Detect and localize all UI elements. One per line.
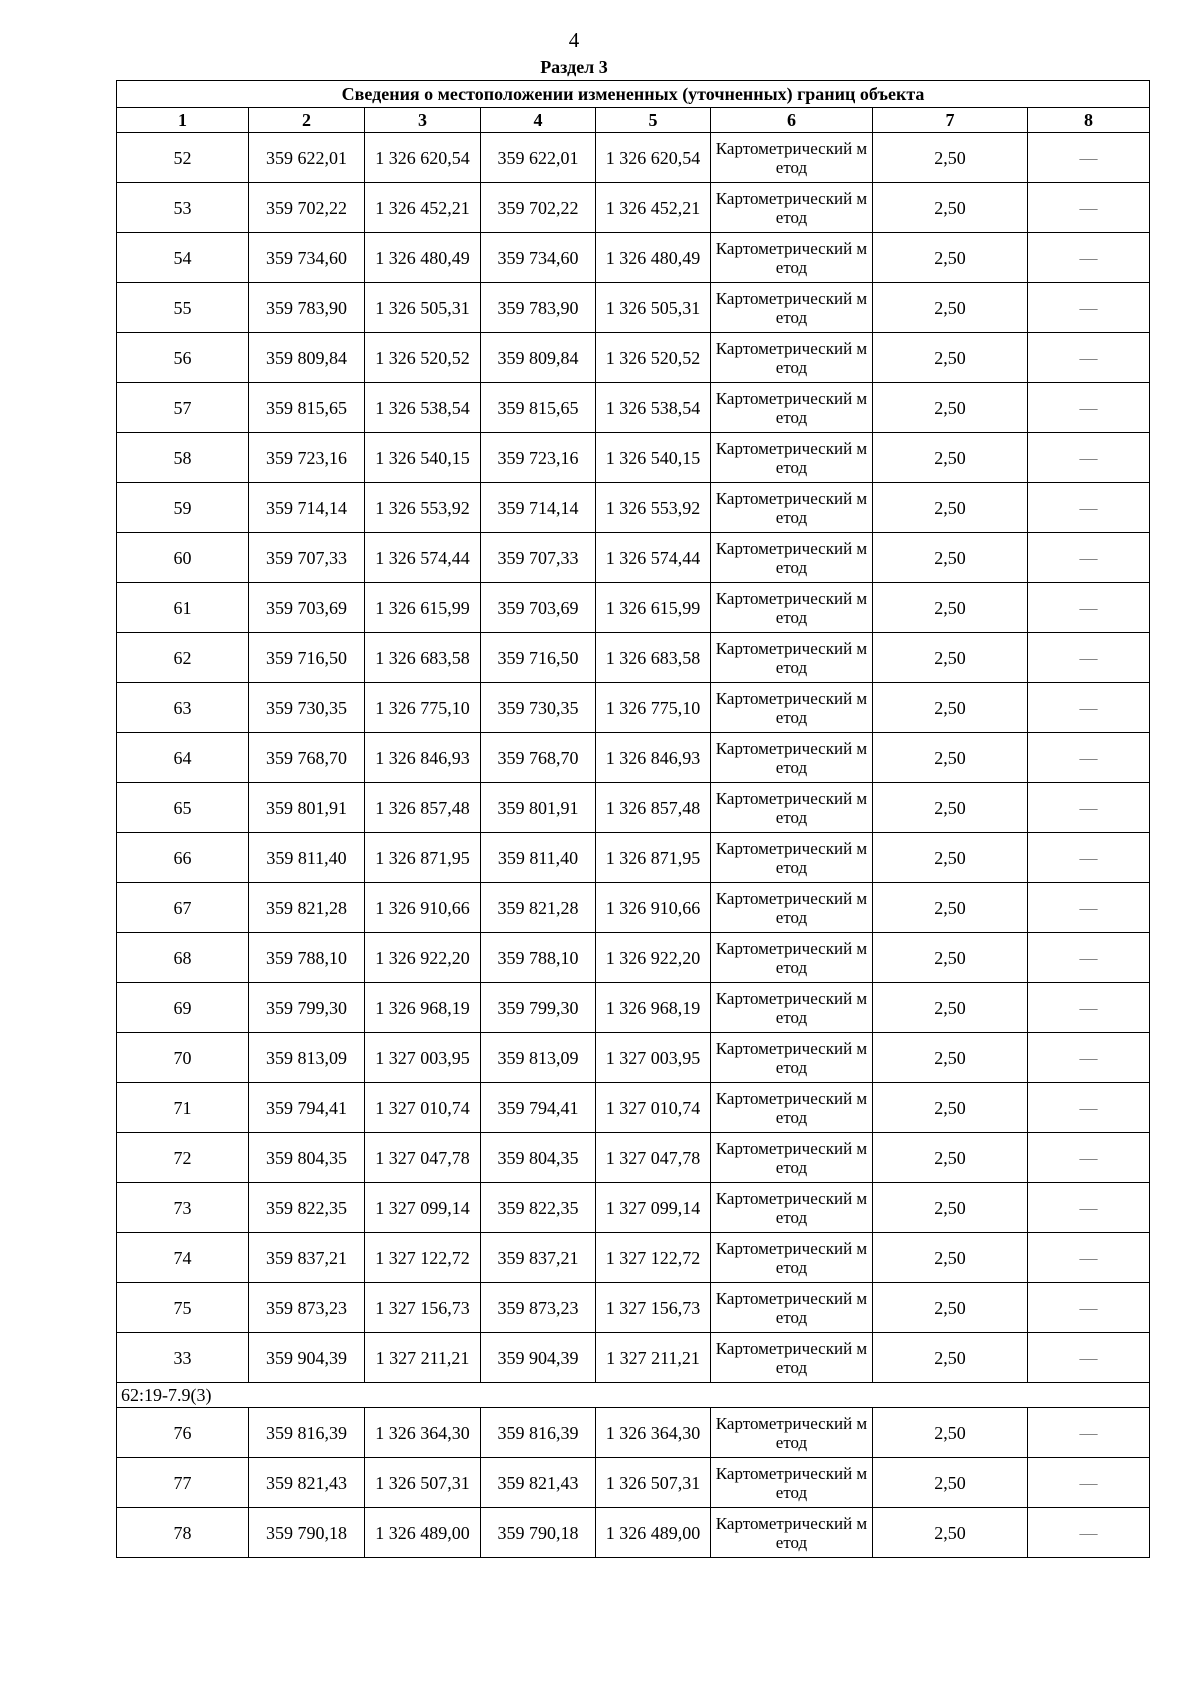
- y-new-cell: 1 326 922,20: [596, 933, 711, 983]
- y-new-cell: 1 327 010,74: [596, 1083, 711, 1133]
- point-number-cell: 78: [117, 1508, 249, 1558]
- accuracy-cell: 2,50: [873, 1508, 1028, 1558]
- point-number-cell: 69: [117, 983, 249, 1033]
- y-old-cell: 1 326 540,15: [365, 433, 481, 483]
- accuracy-cell: 2,50: [873, 1283, 1028, 1333]
- column-header: 5: [596, 108, 711, 133]
- method-cell: Картометрический метод: [711, 433, 873, 483]
- accuracy-cell: 2,50: [873, 983, 1028, 1033]
- accuracy-cell: 2,50: [873, 333, 1028, 383]
- column-header: 1: [117, 108, 249, 133]
- accuracy-cell: 2,50: [873, 183, 1028, 233]
- description-cell: —: [1028, 583, 1150, 633]
- y-new-cell: 1 326 574,44: [596, 533, 711, 583]
- x-new-cell: 359 790,18: [481, 1508, 596, 1558]
- method-cell: Картометрический метод: [711, 283, 873, 333]
- point-number-cell: 65: [117, 783, 249, 833]
- y-new-cell: 1 326 364,30: [596, 1408, 711, 1458]
- point-number-cell: 59: [117, 483, 249, 533]
- x-new-cell: 359 730,35: [481, 683, 596, 733]
- x-new-cell: 359 904,39: [481, 1333, 596, 1383]
- method-cell: Картометрический метод: [711, 733, 873, 783]
- table-row: [117, 383, 1150, 433]
- y-old-cell: 1 326 615,99: [365, 583, 481, 633]
- accuracy-cell: 2,50: [873, 1458, 1028, 1508]
- description-cell: —: [1028, 1133, 1150, 1183]
- description-cell: —: [1028, 683, 1150, 733]
- y-old-cell: 1 326 857,48: [365, 783, 481, 833]
- y-old-cell: 1 327 156,73: [365, 1283, 481, 1333]
- y-old-cell: 1 327 211,21: [365, 1333, 481, 1383]
- y-new-cell: 1 326 553,92: [596, 483, 711, 533]
- table-row: [117, 883, 1150, 933]
- y-new-cell: 1 327 122,72: [596, 1233, 711, 1283]
- x-old-cell: 359 904,39: [249, 1333, 365, 1383]
- method-cell: Картометрический метод: [711, 983, 873, 1033]
- accuracy-cell: 2,50: [873, 383, 1028, 433]
- accuracy-cell: 2,50: [873, 1033, 1028, 1083]
- y-old-cell: 1 327 047,78: [365, 1133, 481, 1183]
- y-old-cell: 1 326 507,31: [365, 1458, 481, 1508]
- x-old-cell: 359 707,33: [249, 533, 365, 583]
- table-row: [117, 1133, 1150, 1183]
- table-row: [117, 933, 1150, 983]
- y-old-cell: 1 326 922,20: [365, 933, 481, 983]
- point-number-cell: 70: [117, 1033, 249, 1083]
- y-old-cell: 1 326 364,30: [365, 1408, 481, 1458]
- point-number-cell: 73: [117, 1183, 249, 1233]
- x-new-cell: 359 703,69: [481, 583, 596, 633]
- x-new-cell: 359 723,16: [481, 433, 596, 483]
- method-cell: Картометрический метод: [711, 633, 873, 683]
- x-old-cell: 359 822,35: [249, 1183, 365, 1233]
- method-cell: Картометрический метод: [711, 1183, 873, 1233]
- description-cell: —: [1028, 333, 1150, 383]
- method-cell: Картометрический метод: [711, 583, 873, 633]
- method-cell: Картометрический метод: [711, 833, 873, 883]
- x-old-cell: 359 801,91: [249, 783, 365, 833]
- point-number-cell: 72: [117, 1133, 249, 1183]
- y-old-cell: 1 326 480,49: [365, 233, 481, 283]
- accuracy-cell: 2,50: [873, 833, 1028, 883]
- y-old-cell: 1 326 871,95: [365, 833, 481, 883]
- y-old-cell: 1 326 452,21: [365, 183, 481, 233]
- table-row: [117, 1458, 1150, 1508]
- y-new-cell: 1 326 871,95: [596, 833, 711, 883]
- table-row: [117, 683, 1150, 733]
- point-number-cell: 53: [117, 183, 249, 233]
- x-new-cell: 359 788,10: [481, 933, 596, 983]
- method-cell: Картометрический метод: [711, 1033, 873, 1083]
- point-number-cell: 63: [117, 683, 249, 733]
- table-row: [117, 733, 1150, 783]
- accuracy-cell: 2,50: [873, 583, 1028, 633]
- x-old-cell: 359 703,69: [249, 583, 365, 633]
- description-cell: —: [1028, 933, 1150, 983]
- accuracy-cell: 2,50: [873, 683, 1028, 733]
- method-cell: Картометрический метод: [711, 333, 873, 383]
- y-old-cell: 1 327 003,95: [365, 1033, 481, 1083]
- table-row: [117, 1183, 1150, 1233]
- column-header: 7: [873, 108, 1028, 133]
- method-cell: Картометрический метод: [711, 883, 873, 933]
- x-new-cell: 359 804,35: [481, 1133, 596, 1183]
- method-cell: Картометрический метод: [711, 1408, 873, 1458]
- x-old-cell: 359 821,28: [249, 883, 365, 933]
- y-new-cell: 1 326 452,21: [596, 183, 711, 233]
- y-new-cell: 1 326 480,49: [596, 233, 711, 283]
- point-number-cell: 64: [117, 733, 249, 783]
- point-number-cell: 74: [117, 1233, 249, 1283]
- x-new-cell: 359 799,30: [481, 983, 596, 1033]
- y-new-cell: 1 326 910,66: [596, 883, 711, 933]
- x-new-cell: 359 622,01: [481, 133, 596, 183]
- x-new-cell: 359 783,90: [481, 283, 596, 333]
- x-old-cell: 359 837,21: [249, 1233, 365, 1283]
- table-row: [117, 283, 1150, 333]
- y-new-cell: 1 326 489,00: [596, 1508, 711, 1558]
- column-header: 4: [481, 108, 596, 133]
- method-cell: Картометрический метод: [711, 1233, 873, 1283]
- section-title: Раздел 3: [540, 57, 608, 77]
- x-old-cell: 359 734,60: [249, 233, 365, 283]
- method-cell: Картометрический метод: [711, 783, 873, 833]
- description-cell: —: [1028, 1033, 1150, 1083]
- point-number-cell: 33: [117, 1333, 249, 1383]
- y-old-cell: 1 326 683,58: [365, 633, 481, 683]
- accuracy-cell: 2,50: [873, 933, 1028, 983]
- point-number-cell: 55: [117, 283, 249, 333]
- table-row: [117, 533, 1150, 583]
- column-header-row: [117, 108, 1150, 133]
- description-cell: —: [1028, 233, 1150, 283]
- x-new-cell: 359 714,14: [481, 483, 596, 533]
- y-new-cell: 1 327 003,95: [596, 1033, 711, 1083]
- x-old-cell: 359 813,09: [249, 1033, 365, 1083]
- method-cell: Картометрический метод: [711, 1508, 873, 1558]
- y-new-cell: 1 327 047,78: [596, 1133, 711, 1183]
- point-number-cell: 68: [117, 933, 249, 983]
- y-new-cell: 1 326 615,99: [596, 583, 711, 633]
- table-row: [117, 483, 1150, 533]
- method-cell: Картометрический метод: [711, 1458, 873, 1508]
- coordinates-table: [116, 80, 1150, 1558]
- x-old-cell: 359 716,50: [249, 633, 365, 683]
- x-new-cell: 359 809,84: [481, 333, 596, 383]
- x-old-cell: 359 809,84: [249, 333, 365, 383]
- description-cell: —: [1028, 483, 1150, 533]
- description-cell: —: [1028, 1233, 1150, 1283]
- point-number-cell: 60: [117, 533, 249, 583]
- y-old-cell: 1 326 775,10: [365, 683, 481, 733]
- description-cell: —: [1028, 283, 1150, 333]
- x-new-cell: 359 815,65: [481, 383, 596, 433]
- method-cell: Картометрический метод: [711, 233, 873, 283]
- point-number-cell: 54: [117, 233, 249, 283]
- y-new-cell: 1 326 846,93: [596, 733, 711, 783]
- group-row: [117, 1383, 1150, 1408]
- y-new-cell: 1 326 857,48: [596, 783, 711, 833]
- y-old-cell: 1 326 968,19: [365, 983, 481, 1033]
- table-row: [117, 1233, 1150, 1283]
- x-new-cell: 359 837,21: [481, 1233, 596, 1283]
- x-old-cell: 359 873,23: [249, 1283, 365, 1333]
- y-new-cell: 1 326 538,54: [596, 383, 711, 433]
- method-cell: Картометрический метод: [711, 533, 873, 583]
- method-cell: Картометрический метод: [711, 183, 873, 233]
- x-old-cell: 359 768,70: [249, 733, 365, 783]
- table-row: [117, 983, 1150, 1033]
- accuracy-cell: 2,50: [873, 233, 1028, 283]
- column-header: 8: [1028, 108, 1150, 133]
- accuracy-cell: 2,50: [873, 1133, 1028, 1183]
- table-caption: Сведения о местоположении измененных (уточненных) границ объекта: [117, 81, 1150, 108]
- x-old-cell: 359 821,43: [249, 1458, 365, 1508]
- y-old-cell: 1 326 553,92: [365, 483, 481, 533]
- x-old-cell: 359 622,01: [249, 133, 365, 183]
- column-header: 2: [249, 108, 365, 133]
- point-number-cell: 77: [117, 1458, 249, 1508]
- x-old-cell: 359 804,35: [249, 1133, 365, 1183]
- x-old-cell: 359 788,10: [249, 933, 365, 983]
- y-old-cell: 1 327 010,74: [365, 1083, 481, 1133]
- x-old-cell: 359 702,22: [249, 183, 365, 233]
- table-row: [117, 333, 1150, 383]
- accuracy-cell: 2,50: [873, 283, 1028, 333]
- y-new-cell: 1 326 540,15: [596, 433, 711, 483]
- description-cell: —: [1028, 1183, 1150, 1233]
- y-old-cell: 1 326 489,00: [365, 1508, 481, 1558]
- y-new-cell: 1 326 620,54: [596, 133, 711, 183]
- point-number-cell: 58: [117, 433, 249, 483]
- accuracy-cell: 2,50: [873, 733, 1028, 783]
- accuracy-cell: 2,50: [873, 783, 1028, 833]
- description-cell: —: [1028, 383, 1150, 433]
- method-cell: Картометрический метод: [711, 483, 873, 533]
- x-old-cell: 359 723,16: [249, 433, 365, 483]
- accuracy-cell: 2,50: [873, 483, 1028, 533]
- table-row: [117, 1083, 1150, 1133]
- point-number-cell: 75: [117, 1283, 249, 1333]
- description-cell: —: [1028, 433, 1150, 483]
- y-new-cell: 1 326 683,58: [596, 633, 711, 683]
- y-new-cell: 1 326 775,10: [596, 683, 711, 733]
- y-old-cell: 1 326 538,54: [365, 383, 481, 433]
- description-cell: —: [1028, 1283, 1150, 1333]
- x-new-cell: 359 794,41: [481, 1083, 596, 1133]
- table-row: [117, 133, 1150, 183]
- y-new-cell: 1 327 099,14: [596, 1183, 711, 1233]
- column-header: 3: [365, 108, 481, 133]
- point-number-cell: 52: [117, 133, 249, 183]
- method-cell: Картометрический метод: [711, 383, 873, 433]
- page-number: 4: [568, 28, 580, 52]
- x-new-cell: 359 768,70: [481, 733, 596, 783]
- table-row: [117, 583, 1150, 633]
- x-old-cell: 359 790,18: [249, 1508, 365, 1558]
- accuracy-cell: 2,50: [873, 1183, 1028, 1233]
- y-new-cell: 1 327 156,73: [596, 1283, 711, 1333]
- accuracy-cell: 2,50: [873, 1083, 1028, 1133]
- accuracy-cell: 2,50: [873, 883, 1028, 933]
- x-new-cell: 359 702,22: [481, 183, 596, 233]
- description-cell: —: [1028, 883, 1150, 933]
- description-cell: —: [1028, 133, 1150, 183]
- y-old-cell: 1 326 620,54: [365, 133, 481, 183]
- table-row: [117, 783, 1150, 833]
- description-cell: —: [1028, 1083, 1150, 1133]
- x-new-cell: 359 734,60: [481, 233, 596, 283]
- table-body: [117, 133, 1150, 1558]
- x-old-cell: 359 714,14: [249, 483, 365, 533]
- description-cell: —: [1028, 1458, 1150, 1508]
- x-old-cell: 359 730,35: [249, 683, 365, 733]
- accuracy-cell: 2,50: [873, 1408, 1028, 1458]
- y-old-cell: 1 327 122,72: [365, 1233, 481, 1283]
- y-new-cell: 1 326 968,19: [596, 983, 711, 1033]
- point-number-cell: 66: [117, 833, 249, 883]
- y-old-cell: 1 326 846,93: [365, 733, 481, 783]
- x-old-cell: 359 799,30: [249, 983, 365, 1033]
- table-row: [117, 1508, 1150, 1558]
- description-cell: —: [1028, 733, 1150, 783]
- x-new-cell: 359 813,09: [481, 1033, 596, 1083]
- column-header: 6: [711, 108, 873, 133]
- x-new-cell: 359 811,40: [481, 833, 596, 883]
- x-old-cell: 359 794,41: [249, 1083, 365, 1133]
- y-new-cell: 1 326 507,31: [596, 1458, 711, 1508]
- x-new-cell: 359 801,91: [481, 783, 596, 833]
- y-old-cell: 1 327 099,14: [365, 1183, 481, 1233]
- method-cell: Картометрический метод: [711, 1083, 873, 1133]
- method-cell: Картометрический метод: [711, 1133, 873, 1183]
- table-row: [117, 1408, 1150, 1458]
- x-new-cell: 359 707,33: [481, 533, 596, 583]
- method-cell: Картометрический метод: [711, 933, 873, 983]
- accuracy-cell: 2,50: [873, 1233, 1028, 1283]
- point-number-cell: 61: [117, 583, 249, 633]
- table-row: [117, 1333, 1150, 1383]
- y-new-cell: 1 326 505,31: [596, 283, 711, 333]
- point-number-cell: 76: [117, 1408, 249, 1458]
- y-old-cell: 1 326 910,66: [365, 883, 481, 933]
- description-cell: —: [1028, 1508, 1150, 1558]
- table-row: [117, 433, 1150, 483]
- point-number-cell: 62: [117, 633, 249, 683]
- description-cell: —: [1028, 983, 1150, 1033]
- y-old-cell: 1 326 520,52: [365, 333, 481, 383]
- accuracy-cell: 2,50: [873, 533, 1028, 583]
- description-cell: —: [1028, 183, 1150, 233]
- y-new-cell: 1 326 520,52: [596, 333, 711, 383]
- method-cell: Картометрический метод: [711, 683, 873, 733]
- table-row: [117, 233, 1150, 283]
- method-cell: Картометрический метод: [711, 133, 873, 183]
- accuracy-cell: 2,50: [873, 1333, 1028, 1383]
- accuracy-cell: 2,50: [873, 633, 1028, 683]
- description-cell: —: [1028, 1408, 1150, 1458]
- description-cell: —: [1028, 783, 1150, 833]
- point-number-cell: 56: [117, 333, 249, 383]
- table-row: [117, 1283, 1150, 1333]
- method-cell: Картометрический метод: [711, 1333, 873, 1383]
- description-cell: —: [1028, 833, 1150, 883]
- accuracy-cell: 2,50: [873, 433, 1028, 483]
- table-row: [117, 183, 1150, 233]
- y-old-cell: 1 326 574,44: [365, 533, 481, 583]
- y-old-cell: 1 326 505,31: [365, 283, 481, 333]
- point-number-cell: 71: [117, 1083, 249, 1133]
- x-old-cell: 359 783,90: [249, 283, 365, 333]
- x-new-cell: 359 822,35: [481, 1183, 596, 1233]
- table-row: [117, 1033, 1150, 1083]
- x-new-cell: 359 816,39: [481, 1408, 596, 1458]
- description-cell: —: [1028, 1333, 1150, 1383]
- group-label: 62:19-7.9(3): [117, 1383, 1150, 1408]
- point-number-cell: 67: [117, 883, 249, 933]
- table-row: [117, 633, 1150, 683]
- y-new-cell: 1 327 211,21: [596, 1333, 711, 1383]
- description-cell: —: [1028, 633, 1150, 683]
- method-cell: Картометрический метод: [711, 1283, 873, 1333]
- x-new-cell: 359 821,43: [481, 1458, 596, 1508]
- x-old-cell: 359 816,39: [249, 1408, 365, 1458]
- accuracy-cell: 2,50: [873, 133, 1028, 183]
- x-new-cell: 359 821,28: [481, 883, 596, 933]
- x-old-cell: 359 815,65: [249, 383, 365, 433]
- x-old-cell: 359 811,40: [249, 833, 365, 883]
- point-number-cell: 57: [117, 383, 249, 433]
- table-row: [117, 833, 1150, 883]
- x-new-cell: 359 716,50: [481, 633, 596, 683]
- description-cell: —: [1028, 533, 1150, 583]
- x-new-cell: 359 873,23: [481, 1283, 596, 1333]
